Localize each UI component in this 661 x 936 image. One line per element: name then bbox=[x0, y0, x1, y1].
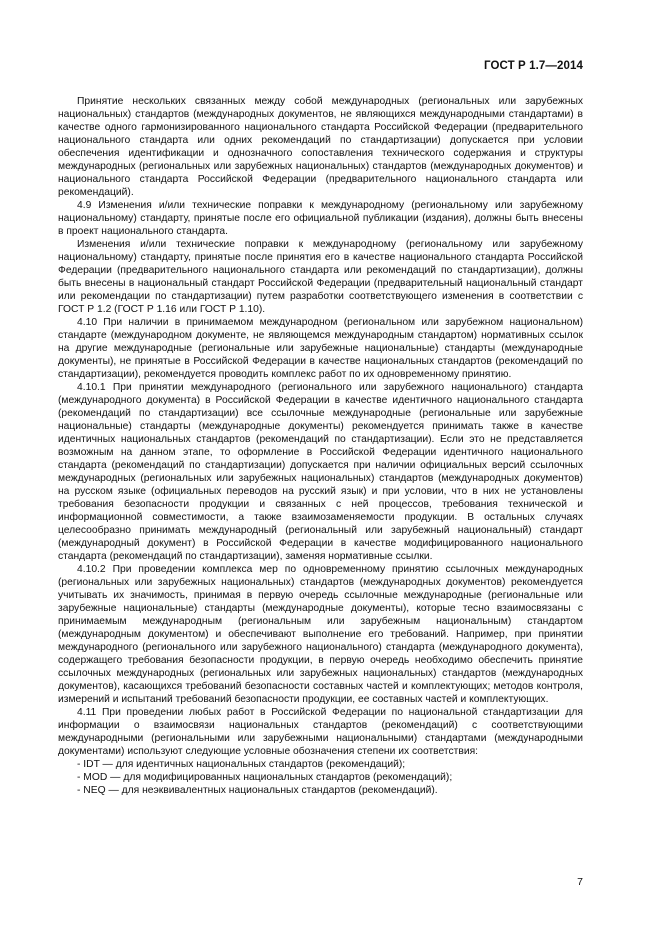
conformity-list bbox=[58, 758, 583, 797]
paragraph-4-11: 4.11 При проведении любых работ в Российской Федерации по национальной стандартизации для информации о взаимосвязи национальных стандартов (рекомендаций) с соответствующими международными (региональными или зарубежными национальными) стандартами (международными документами) используют следующие условные обозначения степени их соответствия: bbox=[58, 707, 583, 757]
list-item: - IDT — для идентичных национальных стандартов (рекомендаций); bbox=[77, 759, 406, 770]
list-item: - NEQ — для неэквивалентных национальных стандартов (рекомендаций). bbox=[77, 785, 438, 796]
paragraph-4-10-2: 4.10.2 При проведении комплекса мер по одновременному принятию ссылочных международных (региональных или зарубежных национальных) стандартов (международных документов) рекомендуется учитывать их значимость, принимая в первую очередь ссылочные международные (региональные или зарубежные национальные) стандарты (международные документы), которые тесно взаимосвязаны с принимаемым международным (региональным или зарубежным национальным) стандартом (международным документом) и обеспечивают выполнение его требований. Например, при принятии международного (регионального или зарубежного национального) стандарта (международного документа), содержащего требования безопасности продукции, в первую очередь необходимо обеспечить принятие ссылочных международных (региональных или зарубежных национальных) стандартов (международных документов), касающихся требований безопасности составных частей и комплектующих; методов контроля, измерений и испытаний требований безопасности продукции, ее составных частей и комплектующих. bbox=[58, 564, 583, 705]
paragraph-intro: Принятие нескольких связанных между собой международных (региональных или зарубежных национальных) стандартов (международных документов, не являющихся международными стандартами) в качестве одного гармонизированного национального стандарта Российской Федерации (предварительного национального стандарта или одних рекомендаций по стандартизации) допускается при условии обеспечения идентификации и однозначного сопоставления технического содержания и структуры международных (региональных или зарубежных национальных) стандартов (международных документов) и национального стандарта Российской Федерации (предварительного национального стандарта или рекомендаций). bbox=[58, 96, 583, 198]
list-item: - MOD — для модифицированных национальных стандартов (рекомендаций); bbox=[77, 772, 453, 783]
paragraph-4-9: 4.9 Изменения и/или технические поправки к международному (региональному или зарубежному национальному) стандарту, принятые после его официальной публикации (издания), должны быть внесены в проект национального стандарта. bbox=[58, 200, 583, 237]
document-header: ГОСТ Р 1.7—2014 bbox=[484, 60, 583, 72]
paragraph-4-10-1: 4.10.1 При принятии международного (регионального или зарубежного национального) стандарта (международного документа) в Российской Федерации в качестве идентичного национального стандарта (рекомендаций по стандартизации) все ссылочные международные (региональные или зарубежные национальные) стандарты (международные документы) рекомендуется принимать также в качестве идентичных национальных стандартов (рекомендаций по стандартизации). Если это не представляется возможным на данном этапе, то оформление в Российской Федерации идентичного национального стандарта (рекомендаций по стандартизации) допускается при наличии официальных версий ссылочных международных (региональных или зарубежных национальных) стандартов (международных документов) на русском языке (официальных переводов на русский язык) и при условии, что в них не установлены требования безопасности продукции и связанных с ней процессов, требования технической и информационной совместимости, а также взаимозаменяемости продукции. В остальных случаях целесообразно принимать международный (региональный или зарубежный национальный) стандарт (международный документ) в Российской Федерации в качестве модифицированного национального стандарта (рекомендаций по стандартизации), заменяя нормативные ссылки. bbox=[58, 382, 583, 562]
paragraph-4-9-changes: Изменения и/или технические поправки к международному (региональному или зарубежному национальному) стандарту, принятые после принятия его в качестве национального стандарта Российской Федерации (предварительного национального стандарта или рекомендаций по стандартизации), должны быть внесены в национальный стандарт Российской Федерации (предварительный национальный стандарт или рекомендации по стандартизации) путем разработки соответствующего изменения в соответствии с ГОСТ Р 1.2 (ГОСТ Р 1.16 или ГОСТ Р 1.10). bbox=[58, 239, 583, 315]
page-number: 7 bbox=[577, 876, 583, 888]
document-body bbox=[58, 95, 583, 797]
paragraph-4-10: 4.10 При наличии в принимаемом международном (региональном или зарубежном национальном) стандарте (международном документе, не являющемся международным стандартом) нормативных ссылок на другие международные (региональные или зарубежные национальные) стандарты (международные документы), не принятые в Российской Федерации в качестве национальных стандартов (рекомендаций по стандартизации), рекомендуется проводить комплекс работ по их одновременному принятию. bbox=[58, 317, 583, 380]
